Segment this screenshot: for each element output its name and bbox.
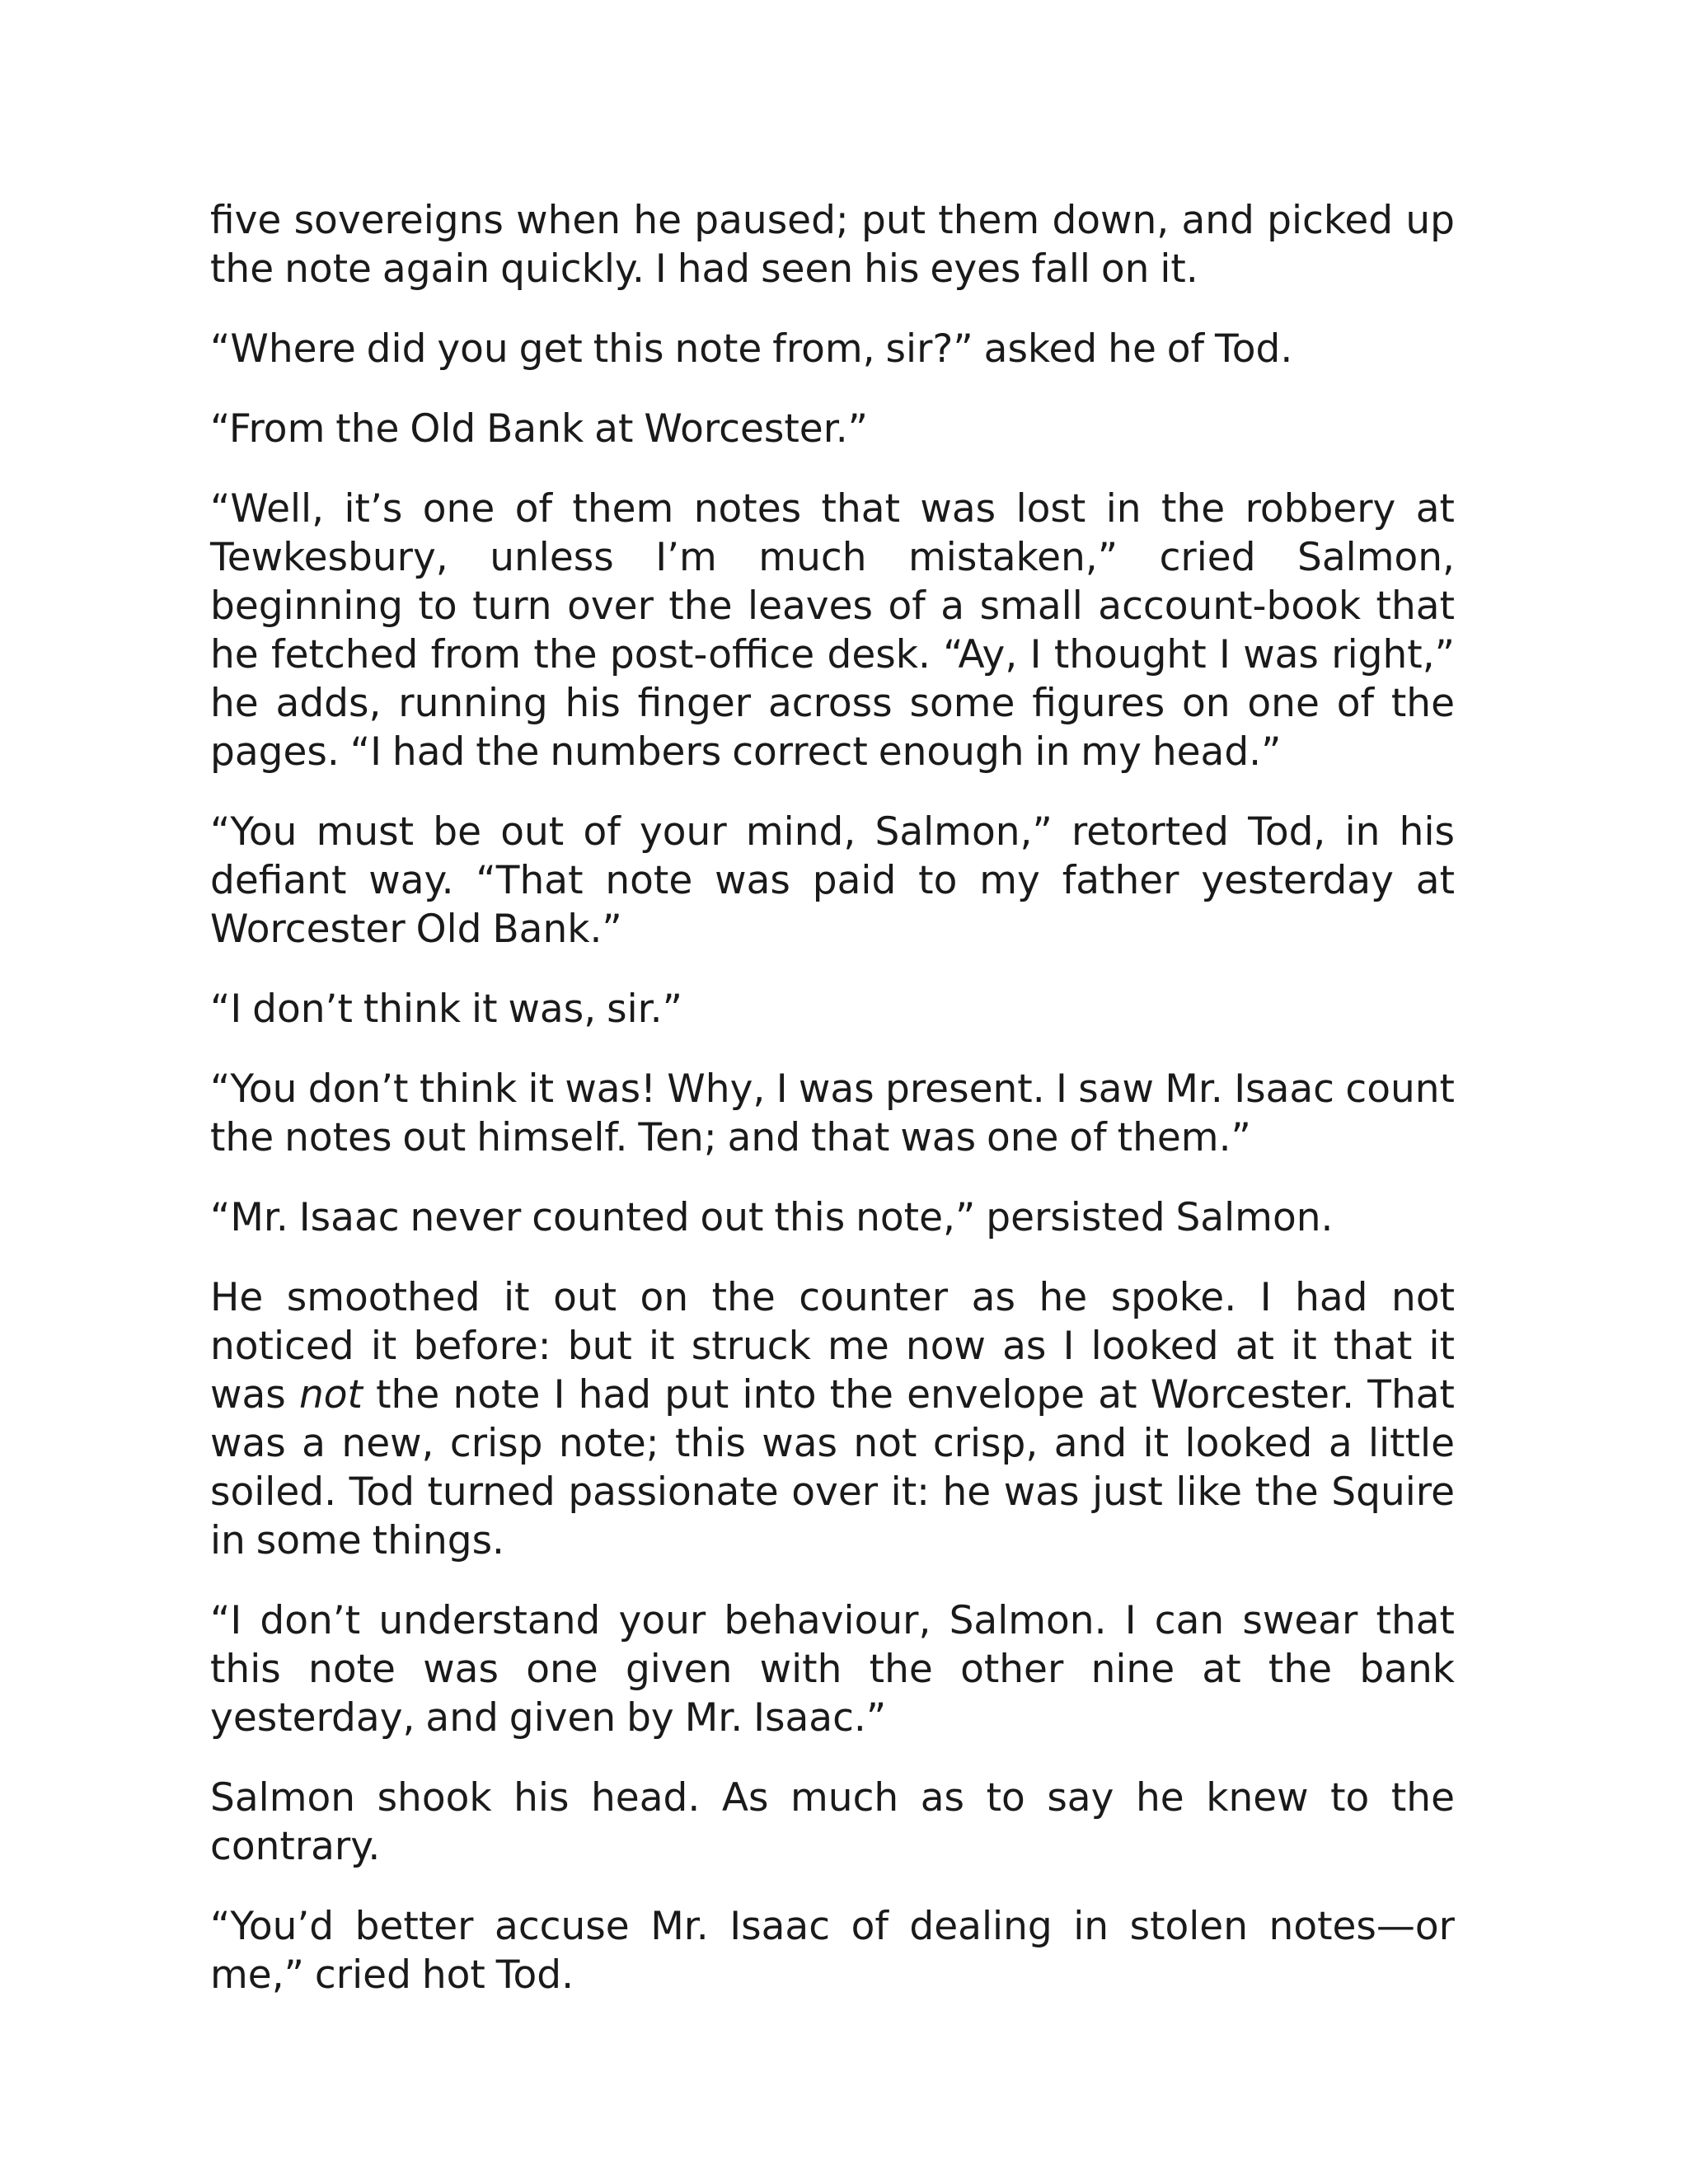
paragraph: “You’d better accuse Mr. Isaac of dealing in stolen notes—or me,” cried hot Tod. [210,1904,1455,1998]
paragraph: “You must be out of your mind, Salmon,” retorted Tod, in his defiant way. “That note was paid to my father yesterday at Worcester Old Bank.” [210,809,1455,952]
paragraph: five sovereigns when he paused; put them down, and picked up the note again quickly. I had seen his eyes fall on it. [210,198,1455,292]
emphasis-text: not [298,1372,363,1418]
paragraph: Salmon shook his head. As much as to say he knew to the contrary. [210,1775,1455,1869]
paragraph-text: He smoothed it out on the counter as he spoke. I had not noticed it before: but it struck me now as I looked at it that it was [210,1275,1455,1418]
paragraph: “From the Old Bank at Worcester.” [210,406,868,452]
paragraph: “I don’t understand your behaviour, Salmon. I can swear that this note was one given with the other nine at the bank yesterday, and given by Mr. Isaac.” [210,1598,1455,1741]
paragraph: “Where did you get this note from, sir?” asked he of Tod. [210,326,1293,372]
paragraph: “Mr. Isaac never counted out this note,” persisted Salmon. [210,1195,1334,1240]
page-body [210,196,1455,1999]
paragraph: “You don’t think it was! Why, I was present. I saw Mr. Isaac count the notes out himself. Ten; and that was one of them.” [210,1066,1455,1160]
paragraph: “I don’t think it was, sir.” [210,987,682,1032]
paragraph: “Well, it’s one of them notes that was lost in the robbery at Tewkesbury, unless I’m much mistaken,” cried Salmon, beginning to turn over the leaves of a small account-book that he fetched from the post-office desk. “Ay, I thought I was right,” he adds, running his finger across some figures on one of the pages. “I had the numbers correct enough in my head.” [210,486,1455,775]
paragraph-text: the note I had put into the envelope at Worcester. That was a new, crisp note; this was not crisp, and it looked a little soiled. Tod turned passionate over it: he was just like the Squire in some things. [210,1372,1455,1563]
paragraph [210,1273,1455,1565]
